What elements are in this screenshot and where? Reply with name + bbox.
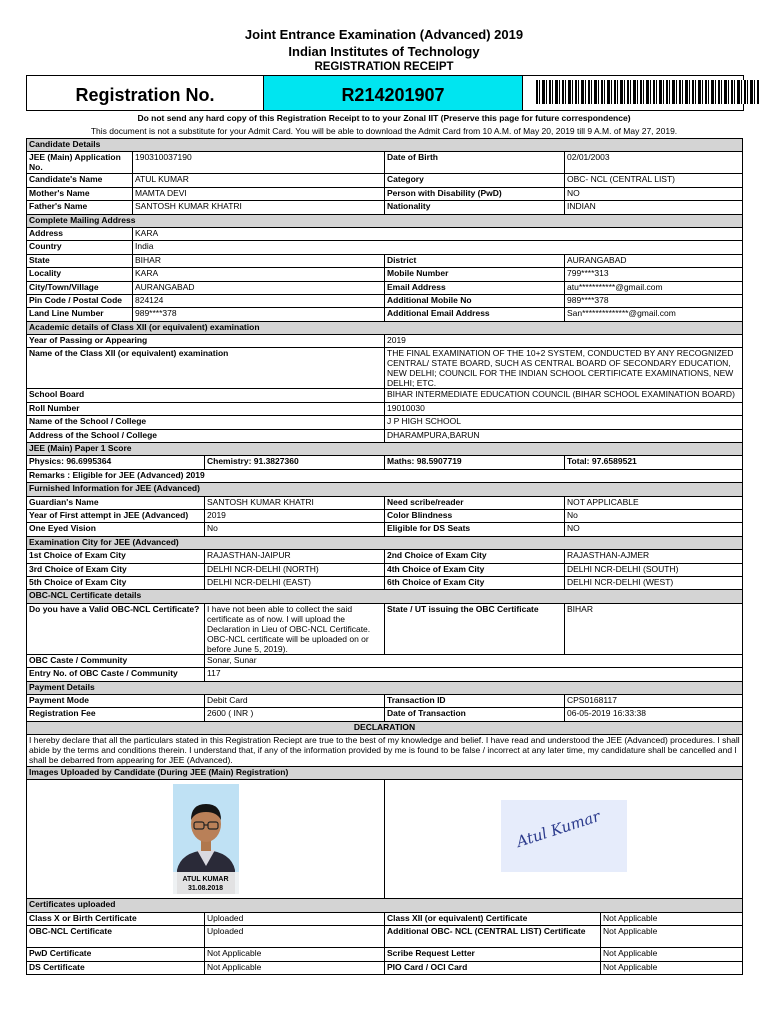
certificate-status: Not Applicable: [205, 948, 385, 961]
field-label: Entry No. of OBC Caste / Community: [27, 668, 205, 681]
certificate-status: Not Applicable: [601, 948, 743, 961]
field-label: Do you have a Valid OBC-NCL Certificate?: [27, 603, 205, 654]
field-label: Category: [385, 174, 565, 187]
certificate-label: Scribe Request Letter: [385, 948, 601, 961]
table-row: [27, 496, 743, 509]
field-label: District: [385, 254, 565, 267]
field-label: Country: [27, 241, 133, 254]
state-value: BIHAR: [133, 254, 385, 267]
pin-value: 824124: [133, 294, 385, 307]
additional-email-value: San**************@gmail.com: [565, 308, 743, 321]
receipt-title: REGISTRATION RECEIPT: [314, 61, 454, 73]
receipt-form: [26, 138, 742, 975]
registration-number: R214201907: [263, 76, 523, 110]
table-row: [27, 429, 743, 442]
field-label: One Eyed Vision: [27, 523, 205, 536]
registration-label: Registration No.: [75, 85, 215, 105]
registration-fee-value: 2600 ( INR ): [205, 708, 385, 721]
table-row: [27, 456, 743, 469]
city-choice-3: DELHI NCR-DELHI (NORTH): [205, 563, 385, 576]
field-label: 2nd Choice of Exam City: [385, 550, 565, 563]
declaration-text: I hereby declare that all the particulars stated in this Registration Reciept are true to the best of my knowledge and belief. I have read and understood the JEE (Advanced) procedures. I shall abide by the terms and conditions therein. I understand that, if any of the information provided by me is found to be false / incorrect at any later time, my candidature shall be cancelled and I shall be debarred from appearing for JEE (Advanced).: [27, 735, 743, 767]
section-exam-city: [27, 536, 743, 549]
table-row: [27, 961, 743, 974]
obc-state-value: BIHAR: [565, 603, 743, 654]
field-label: State / UT issuing the OBC Certificate: [385, 603, 565, 654]
photo-caption-name: ATUL KUMAR: [182, 876, 229, 884]
mother-name: MAMTA DEVI: [133, 187, 385, 200]
table-row: [27, 708, 743, 721]
field-label: 3rd Choice of Exam City: [27, 563, 205, 576]
roll-number-value: 19010030: [385, 402, 743, 415]
photo-caption-date: 31.08.2018: [187, 885, 224, 893]
transaction-date-value: 06-05-2019 16:33:38: [565, 708, 743, 721]
section-title: Academic details of Class XII (or equivalent) examination: [27, 321, 743, 334]
table-row: [27, 254, 743, 267]
email-value: atu***********@gmail.com: [565, 281, 743, 294]
school-address-value: DHARAMPURA,BARUN: [385, 429, 743, 442]
chemistry-score: Chemistry: 91.3827360: [205, 456, 385, 469]
pwd-value: NO: [565, 187, 743, 200]
field-label: Registration Fee: [27, 708, 205, 721]
table-row: [27, 227, 743, 240]
section-images: [27, 767, 743, 780]
field-label: Guardian's Name: [27, 496, 205, 509]
district-value: AURANGABAD: [565, 254, 743, 267]
table-row: [27, 523, 743, 536]
field-label: 5th Choice of Exam City: [27, 576, 205, 589]
table-row: [27, 469, 743, 482]
field-label: City/Town/Village: [27, 281, 133, 294]
field-label: Father's Name: [27, 201, 133, 214]
scribe-value: NOT APPLICABLE: [565, 496, 743, 509]
field-label: Locality: [27, 268, 133, 281]
field-label: Additional Mobile No: [385, 294, 565, 307]
certificate-label: PIO Card / OCI Card: [385, 961, 601, 974]
table-row: [27, 509, 743, 522]
exam-name-value: THE FINAL EXAMINATION OF THE 10+2 SYSTEM, CONDUCTED BY ANY RECOGNIZED CENTRAL/ STATE BOARD, SUCH AS CENTRAL BOARD OF SECONDARY EDUCATION, NEW DELHI; COUNCIL FOR THE INDIAN SCHOOL CERTIFICATE EXAMINATIONS, NEW DELHI; ETC.: [385, 348, 743, 389]
certificate-status: Not Applicable: [601, 961, 743, 974]
certificate-label: DS Certificate: [27, 961, 205, 974]
table-row: [27, 335, 743, 348]
field-label: Color Blindness: [385, 509, 565, 522]
table-row: [27, 174, 743, 187]
table-row: [27, 654, 743, 667]
field-label: Date of Transaction: [385, 708, 565, 721]
table-row: [27, 308, 743, 321]
field-label: Date of Birth: [385, 152, 565, 174]
field-label: State: [27, 254, 133, 267]
admit-card-note: This document is not a substitute for your Admit Card. You will be able to download the Admit Card from 10 A.M. of May 20, 2019 till 9 A.M. of May 27, 2019.: [90, 126, 678, 136]
table-row: [27, 576, 743, 589]
certificate-status: Uploaded: [205, 912, 385, 925]
signature-image: [501, 800, 627, 872]
table-row: [27, 152, 743, 174]
certificate-status: Not Applicable: [601, 926, 743, 948]
hard-copy-note: Do not send any hard copy of this Registration Receipt to to your Zonal IIT (Preserve this page for future correspondence): [137, 113, 631, 123]
section-title: Certificates uploaded: [27, 899, 743, 912]
certificate-label: OBC-NCL Certificate: [27, 926, 205, 948]
table-row: [27, 735, 743, 767]
exam-title: Joint Entrance Examination (Advanced) 2019: [244, 27, 524, 42]
city-choice-1: RAJASTHAN-JAIPUR: [205, 550, 385, 563]
field-label: Address: [27, 227, 133, 240]
signature-text: Atul Kumar: [514, 807, 603, 852]
color-blindness-value: No: [565, 509, 743, 522]
section-academic-details: [27, 321, 743, 334]
field-label: Name of the School / College: [27, 416, 385, 429]
section-title: Complete Mailing Address: [27, 214, 743, 227]
certificate-label: Additional OBC- NCL (CENTRAL LIST) Certificate: [385, 926, 601, 948]
table-row: [27, 603, 743, 654]
field-label: Eligible for DS Seats: [385, 523, 565, 536]
one-eyed-value: No: [205, 523, 385, 536]
field-label: Roll Number: [27, 402, 385, 415]
section-title: JEE (Main) Paper 1 Score: [27, 443, 743, 456]
table-row: [27, 780, 743, 899]
certificate-status: Not Applicable: [601, 912, 743, 925]
country-value: India: [133, 241, 743, 254]
photo-cell: [27, 780, 385, 899]
table-row: [27, 268, 743, 281]
table-row: [27, 187, 743, 200]
table-row: [27, 912, 743, 925]
receipt-table: [26, 138, 743, 975]
table-row: [27, 694, 743, 707]
table-row: [27, 402, 743, 415]
address-value: KARA: [133, 227, 743, 240]
section-title: Furnished Information for JEE (Advanced): [27, 483, 743, 496]
field-label: Need scribe/reader: [385, 496, 565, 509]
section-payment-details: [27, 681, 743, 694]
school-name-value: J P HIGH SCHOOL: [385, 416, 743, 429]
section-title: DECLARATION: [27, 721, 743, 734]
certificate-label: Class X or Birth Certificate: [27, 912, 205, 925]
table-row: [27, 201, 743, 214]
obc-entry-value: 117: [205, 668, 743, 681]
section-candidate-details: [27, 139, 743, 152]
field-label: Name of the Class XII (or equivalent) examination: [27, 348, 385, 389]
obc-caste-value: Sonar, Sunar: [205, 654, 743, 667]
field-label: Candidate's Name: [27, 174, 133, 187]
locality-value: KARA: [133, 268, 385, 281]
field-label: 1st Choice of Exam City: [27, 550, 205, 563]
first-attempt-value: 2019: [205, 509, 385, 522]
table-row: [27, 241, 743, 254]
table-row: [27, 294, 743, 307]
section-title: Candidate Details: [27, 139, 743, 152]
section-jee-score: [27, 443, 743, 456]
payment-mode-value: Debit Card: [205, 694, 385, 707]
section-title: Payment Details: [27, 681, 743, 694]
field-label: Mobile Number: [385, 268, 565, 281]
section-mailing-address: [27, 214, 743, 227]
additional-mobile-value: 989****378: [565, 294, 743, 307]
field-label: OBC Caste / Community: [27, 654, 205, 667]
city-choice-5: DELHI NCR-DELHI (EAST): [205, 576, 385, 589]
field-label: Payment Mode: [27, 694, 205, 707]
table-row: [27, 281, 743, 294]
total-score: Total: 97.6589521: [565, 456, 743, 469]
barcode-image: [536, 80, 760, 104]
table-row: [27, 926, 743, 948]
candidate-name: ATUL KUMAR: [133, 174, 385, 187]
field-label: 6th Choice of Exam City: [385, 576, 565, 589]
section-declaration: [27, 721, 743, 734]
field-label: Transaction ID: [385, 694, 565, 707]
date-of-birth: 02/01/2003: [565, 152, 743, 174]
field-label: 4th Choice of Exam City: [385, 563, 565, 576]
school-board-value: BIHAR INTERMEDIATE EDUCATION COUNCIL (BIHAR SCHOOL EXAMINATION BOARD): [385, 389, 743, 402]
city-choice-2: RAJASTHAN-AJMER: [565, 550, 743, 563]
city-choice-4: DELHI NCR-DELHI (SOUTH): [565, 563, 743, 576]
certificate-status: Not Applicable: [205, 961, 385, 974]
table-row: [27, 948, 743, 961]
field-label: Additional Email Address: [385, 308, 565, 321]
father-name: SANTOSH KUMAR KHATRI: [133, 201, 385, 214]
field-label: Person with Disability (PwD): [385, 187, 565, 200]
certificate-label: Class XII (or equivalent) Certificate: [385, 912, 601, 925]
field-label: Year of Passing or Appearing: [27, 335, 385, 348]
table-row: [27, 668, 743, 681]
registration-box: [26, 75, 744, 111]
table-row: [27, 416, 743, 429]
certificate-label: PwD Certificate: [27, 948, 205, 961]
table-row: [27, 550, 743, 563]
institute-title: Indian Institutes of Technology: [288, 44, 480, 59]
guardian-value: SANTOSH KUMAR KHATRI: [205, 496, 385, 509]
signature-cell: [385, 780, 743, 899]
physics-score: Physics: 96.6995364: [27, 456, 205, 469]
field-label: Land Line Number: [27, 308, 133, 321]
section-certificates: [27, 899, 743, 912]
nationality-value: INDIAN: [565, 201, 743, 214]
field-label: Email Address: [385, 281, 565, 294]
mobile-value: 799****313: [565, 268, 743, 281]
field-label: Nationality: [385, 201, 565, 214]
section-obc-details: [27, 590, 743, 603]
section-title: Images Uploaded by Candidate (During JEE (Main) Registration): [27, 767, 743, 780]
field-label: Address of the School / College: [27, 429, 385, 442]
score-remarks: Remarks : Eligible for JEE (Advanced) 2019: [27, 469, 743, 482]
category-value: OBC- NCL (CENTRAL LIST): [565, 174, 743, 187]
transaction-id-value: CPS0168117: [565, 694, 743, 707]
section-title: Examination City for JEE (Advanced): [27, 536, 743, 549]
field-label: JEE (Main) Application No.: [27, 152, 133, 174]
landline-value: 989****378: [133, 308, 385, 321]
field-label: Year of First attempt in JEE (Advanced): [27, 509, 205, 522]
field-label: Mother's Name: [27, 187, 133, 200]
jee-application-number: 190310037190: [133, 152, 385, 174]
table-row: [27, 563, 743, 576]
section-furnished-info: [27, 483, 743, 496]
obc-valid-value: I have not been able to collect the said certificate as of now. I will upload the Declaration in Lieu of OBC-NCL Certificate. OBC-NCL certificate will be uploaded on or before June 5, 2019).: [205, 603, 385, 654]
field-label: School Board: [27, 389, 385, 402]
certificate-status: Uploaded: [205, 926, 385, 948]
field-label: Pin Code / Postal Code: [27, 294, 133, 307]
year-value: 2019: [385, 335, 743, 348]
candidate-photo: [173, 784, 239, 894]
city-choice-6: DELHI NCR-DELHI (WEST): [565, 576, 743, 589]
maths-score: Maths: 98.5907719: [385, 456, 565, 469]
table-row: [27, 389, 743, 402]
city-value: AURANGABAD: [133, 281, 385, 294]
table-row: [27, 348, 743, 389]
ds-eligible-value: NO: [565, 523, 743, 536]
section-title: OBC-NCL Certificate details: [27, 590, 743, 603]
